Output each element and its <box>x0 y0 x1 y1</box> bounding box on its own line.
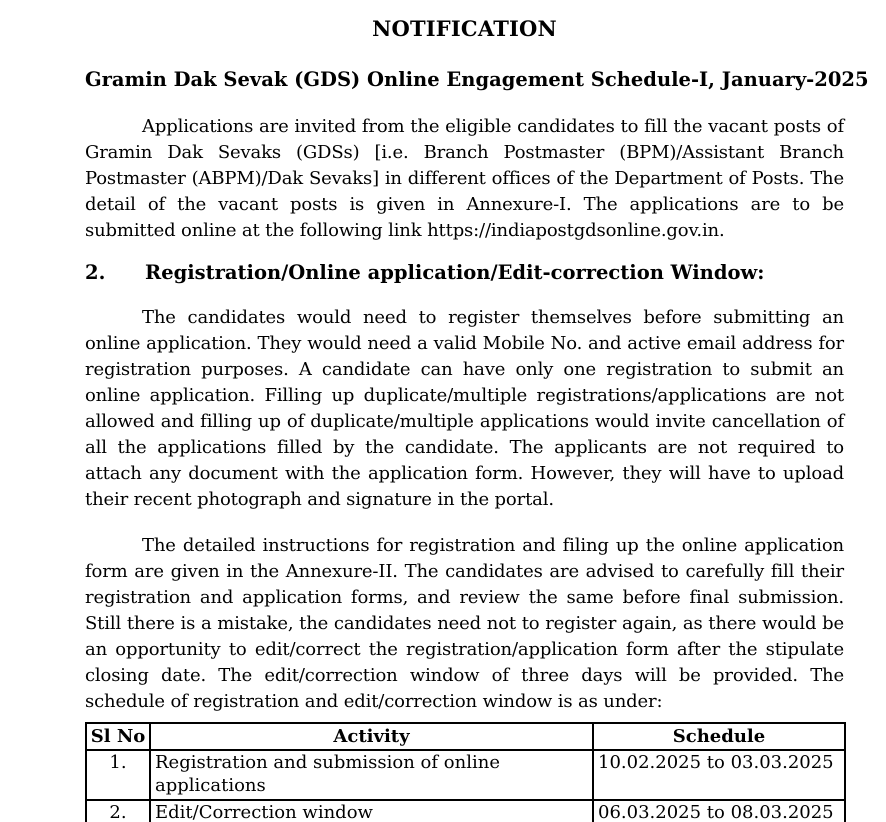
col-header-activity: Activity <box>150 723 593 750</box>
instructions-paragraph: The detailed instructions for registration and filing up the online application form are given in the Annexure-II. The candidates are advised to carefully fill their registration and application forms, and review the same before final submission. Still there is a mistake, the candidates need not to register again, as there would be an opportunity to edit/correct the registration/application form after the stipulate closing date. The edit/correction window of three days will be provided. The schedule of registration and edit/correction window is as under: <box>85 535 844 712</box>
cell-schedule: 10.02.2025 to 03.03.2025 <box>593 750 845 800</box>
document-title: NOTIFICATION <box>372 16 557 41</box>
cell-schedule: 06.03.2025 to 08.03.2025 <box>593 800 845 822</box>
cell-activity: Registration and submission of online applications <box>150 750 593 800</box>
section-2-number: 2. <box>85 261 106 284</box>
application-url: https://indiapostgdsonline.gov.in <box>427 220 719 241</box>
table-row <box>86 800 845 822</box>
cell-sl-no: 2. <box>86 800 150 822</box>
cell-activity: Edit/Correction window <box>150 800 593 822</box>
schedule-table <box>85 722 846 822</box>
col-header-sl-no: Sl No <box>86 723 150 750</box>
table-row <box>86 750 845 800</box>
document-subtitle: Gramin Dak Sevak (GDS) Online Engagement Schedule-I, January-2025 <box>85 68 869 91</box>
intro-paragraph <box>85 114 844 244</box>
section-2-title: Registration/Online application/Edit-correction Window: <box>145 261 765 284</box>
table-header-row <box>86 723 845 750</box>
intro-text-after-link: . <box>719 220 725 241</box>
intro-text-before-link: Applications are invited from the eligible candidates to fill the vacant posts of Gramin Dak Sevaks (GDSs) [i.e. Branch Postmaster (BPM)/Assistant Branch Postmaster (ABPM)/Dak Sevaks] in different offices of the Department of Posts. The detail of the vacant posts is given in Annexure-I. The applications are to be submitted online at the following link <box>85 116 844 241</box>
section-2-heading <box>85 260 844 286</box>
registration-paragraph: The candidates would need to register themselves before submitting an online application. They would need a valid Mobile No. and active email address for registration purposes. A candidate can have only one registration to submit an online application. Filling up duplicate/multiple registrations/applications are not allowed and filling up of duplicate/multiple applications would invite cancellation of all the applications filled by the candidate. The applicants are not required to attach any document with the application form. However, they will have to upload their recent photograph and signature in the portal. <box>85 307 844 510</box>
cell-sl-no: 1. <box>86 750 150 800</box>
col-header-schedule: Schedule <box>593 723 845 750</box>
